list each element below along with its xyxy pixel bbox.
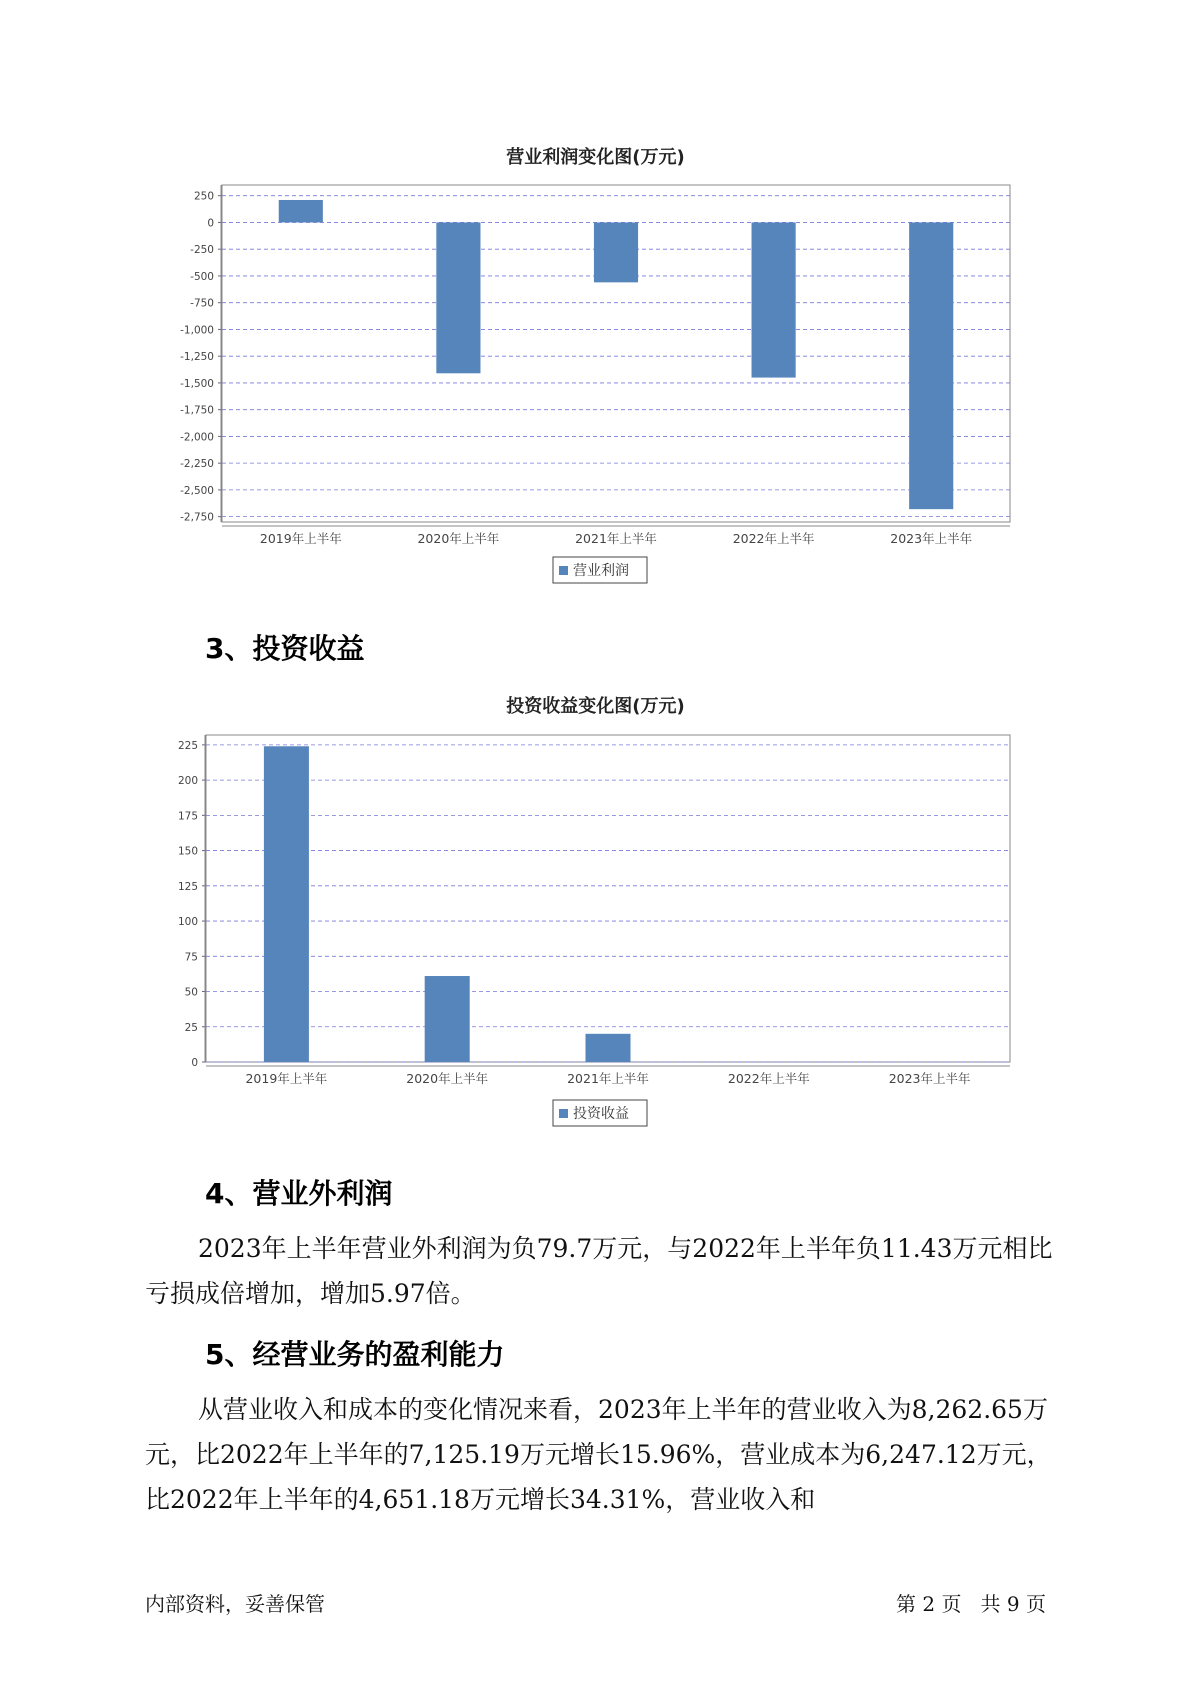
chart1-title: 营业利润变化图(万元) bbox=[506, 147, 685, 168]
bar bbox=[436, 222, 480, 373]
legend-label: 营业利润 bbox=[573, 563, 629, 579]
y-tick-label: -2,750 bbox=[180, 511, 214, 524]
y-tick-label: 0 bbox=[207, 217, 214, 230]
legend bbox=[553, 1100, 647, 1126]
footer-left: 内部资料，妥善保管 bbox=[145, 1592, 325, 1616]
footer-page-number: 第 2 页 共 9 页 bbox=[896, 1592, 1046, 1616]
legend bbox=[553, 557, 647, 583]
y-tick-label: -1,000 bbox=[180, 324, 214, 337]
y-tick-label: 0 bbox=[191, 1057, 198, 1069]
y-tick-label: -2,500 bbox=[180, 484, 214, 497]
plot-area bbox=[206, 735, 1010, 1062]
y-tick-label: 100 bbox=[177, 916, 198, 929]
x-tick-label: 2019年上半年 bbox=[259, 531, 342, 546]
section-5-paragraph: 从营业收入和成本的变化情况来看，2023年上半年的营业收入为8,262.65万元，比2022年上半年的7,125.19万元增长15.96%，营业成本为6,247.12万元，比2022年上半年的4,651.18万元增长34.31%，营业收入和 bbox=[145, 1395, 1052, 1514]
operating-profit-chart bbox=[0, 175, 1191, 595]
investment-income-chart bbox=[0, 725, 1191, 1135]
y-tick-label: -750 bbox=[190, 297, 214, 310]
bar bbox=[752, 222, 796, 377]
x-tick-label: 2020年上半年 bbox=[406, 1071, 489, 1086]
bar bbox=[594, 222, 638, 282]
legend-swatch bbox=[559, 1109, 568, 1118]
y-tick-label: 25 bbox=[184, 1021, 198, 1034]
y-tick-label: -500 bbox=[190, 270, 214, 283]
x-tick-label: 2023年上半年 bbox=[888, 1071, 971, 1086]
x-tick-label: 2021年上半年 bbox=[575, 531, 657, 546]
y-tick-label: -1,500 bbox=[180, 377, 214, 390]
x-tick-label: 2022年上半年 bbox=[732, 531, 815, 546]
y-tick-label: 125 bbox=[177, 880, 198, 893]
section-4-paragraph: 2023年上半年营业外利润为负79.7万元，与2022年上半年负11.43万元相比亏损成倍增加，增加5.97倍。 bbox=[145, 1234, 1053, 1308]
x-tick-label: 2023年上半年 bbox=[890, 531, 973, 546]
bar bbox=[909, 222, 953, 509]
y-tick-label: 250 bbox=[193, 190, 214, 203]
y-tick-label: 200 bbox=[177, 775, 198, 788]
section-4-heading: 4、营业外利润 bbox=[205, 1177, 393, 1210]
x-tick-label: 2022年上半年 bbox=[727, 1071, 810, 1086]
y-tick-label: -1,250 bbox=[180, 351, 214, 364]
y-tick-label: -2,000 bbox=[180, 431, 214, 444]
bar bbox=[585, 1034, 630, 1062]
bar bbox=[279, 200, 323, 222]
chart2-title: 投资收益变化图(万元) bbox=[506, 696, 685, 717]
y-tick-label: 75 bbox=[184, 951, 198, 964]
bar bbox=[264, 746, 309, 1062]
y-tick-label: 50 bbox=[184, 986, 198, 999]
legend-label: 投资收益 bbox=[573, 1106, 629, 1122]
y-tick-label: -2,250 bbox=[180, 458, 214, 471]
x-tick-label: 2019年上半年 bbox=[245, 1071, 328, 1086]
y-tick-label: 150 bbox=[177, 845, 198, 858]
y-tick-label: 225 bbox=[177, 739, 198, 752]
section-3-heading: 3、投资收益 bbox=[205, 632, 365, 665]
bar bbox=[425, 976, 470, 1062]
legend-swatch bbox=[559, 566, 568, 575]
y-tick-label: 175 bbox=[177, 810, 198, 823]
x-tick-label: 2020年上半年 bbox=[417, 531, 500, 546]
section-5-heading: 5、经营业务的盈利能力 bbox=[205, 1338, 505, 1371]
x-tick-label: 2021年上半年 bbox=[567, 1071, 649, 1086]
y-tick-label: -250 bbox=[190, 244, 214, 257]
y-tick-label: -1,750 bbox=[180, 404, 214, 417]
